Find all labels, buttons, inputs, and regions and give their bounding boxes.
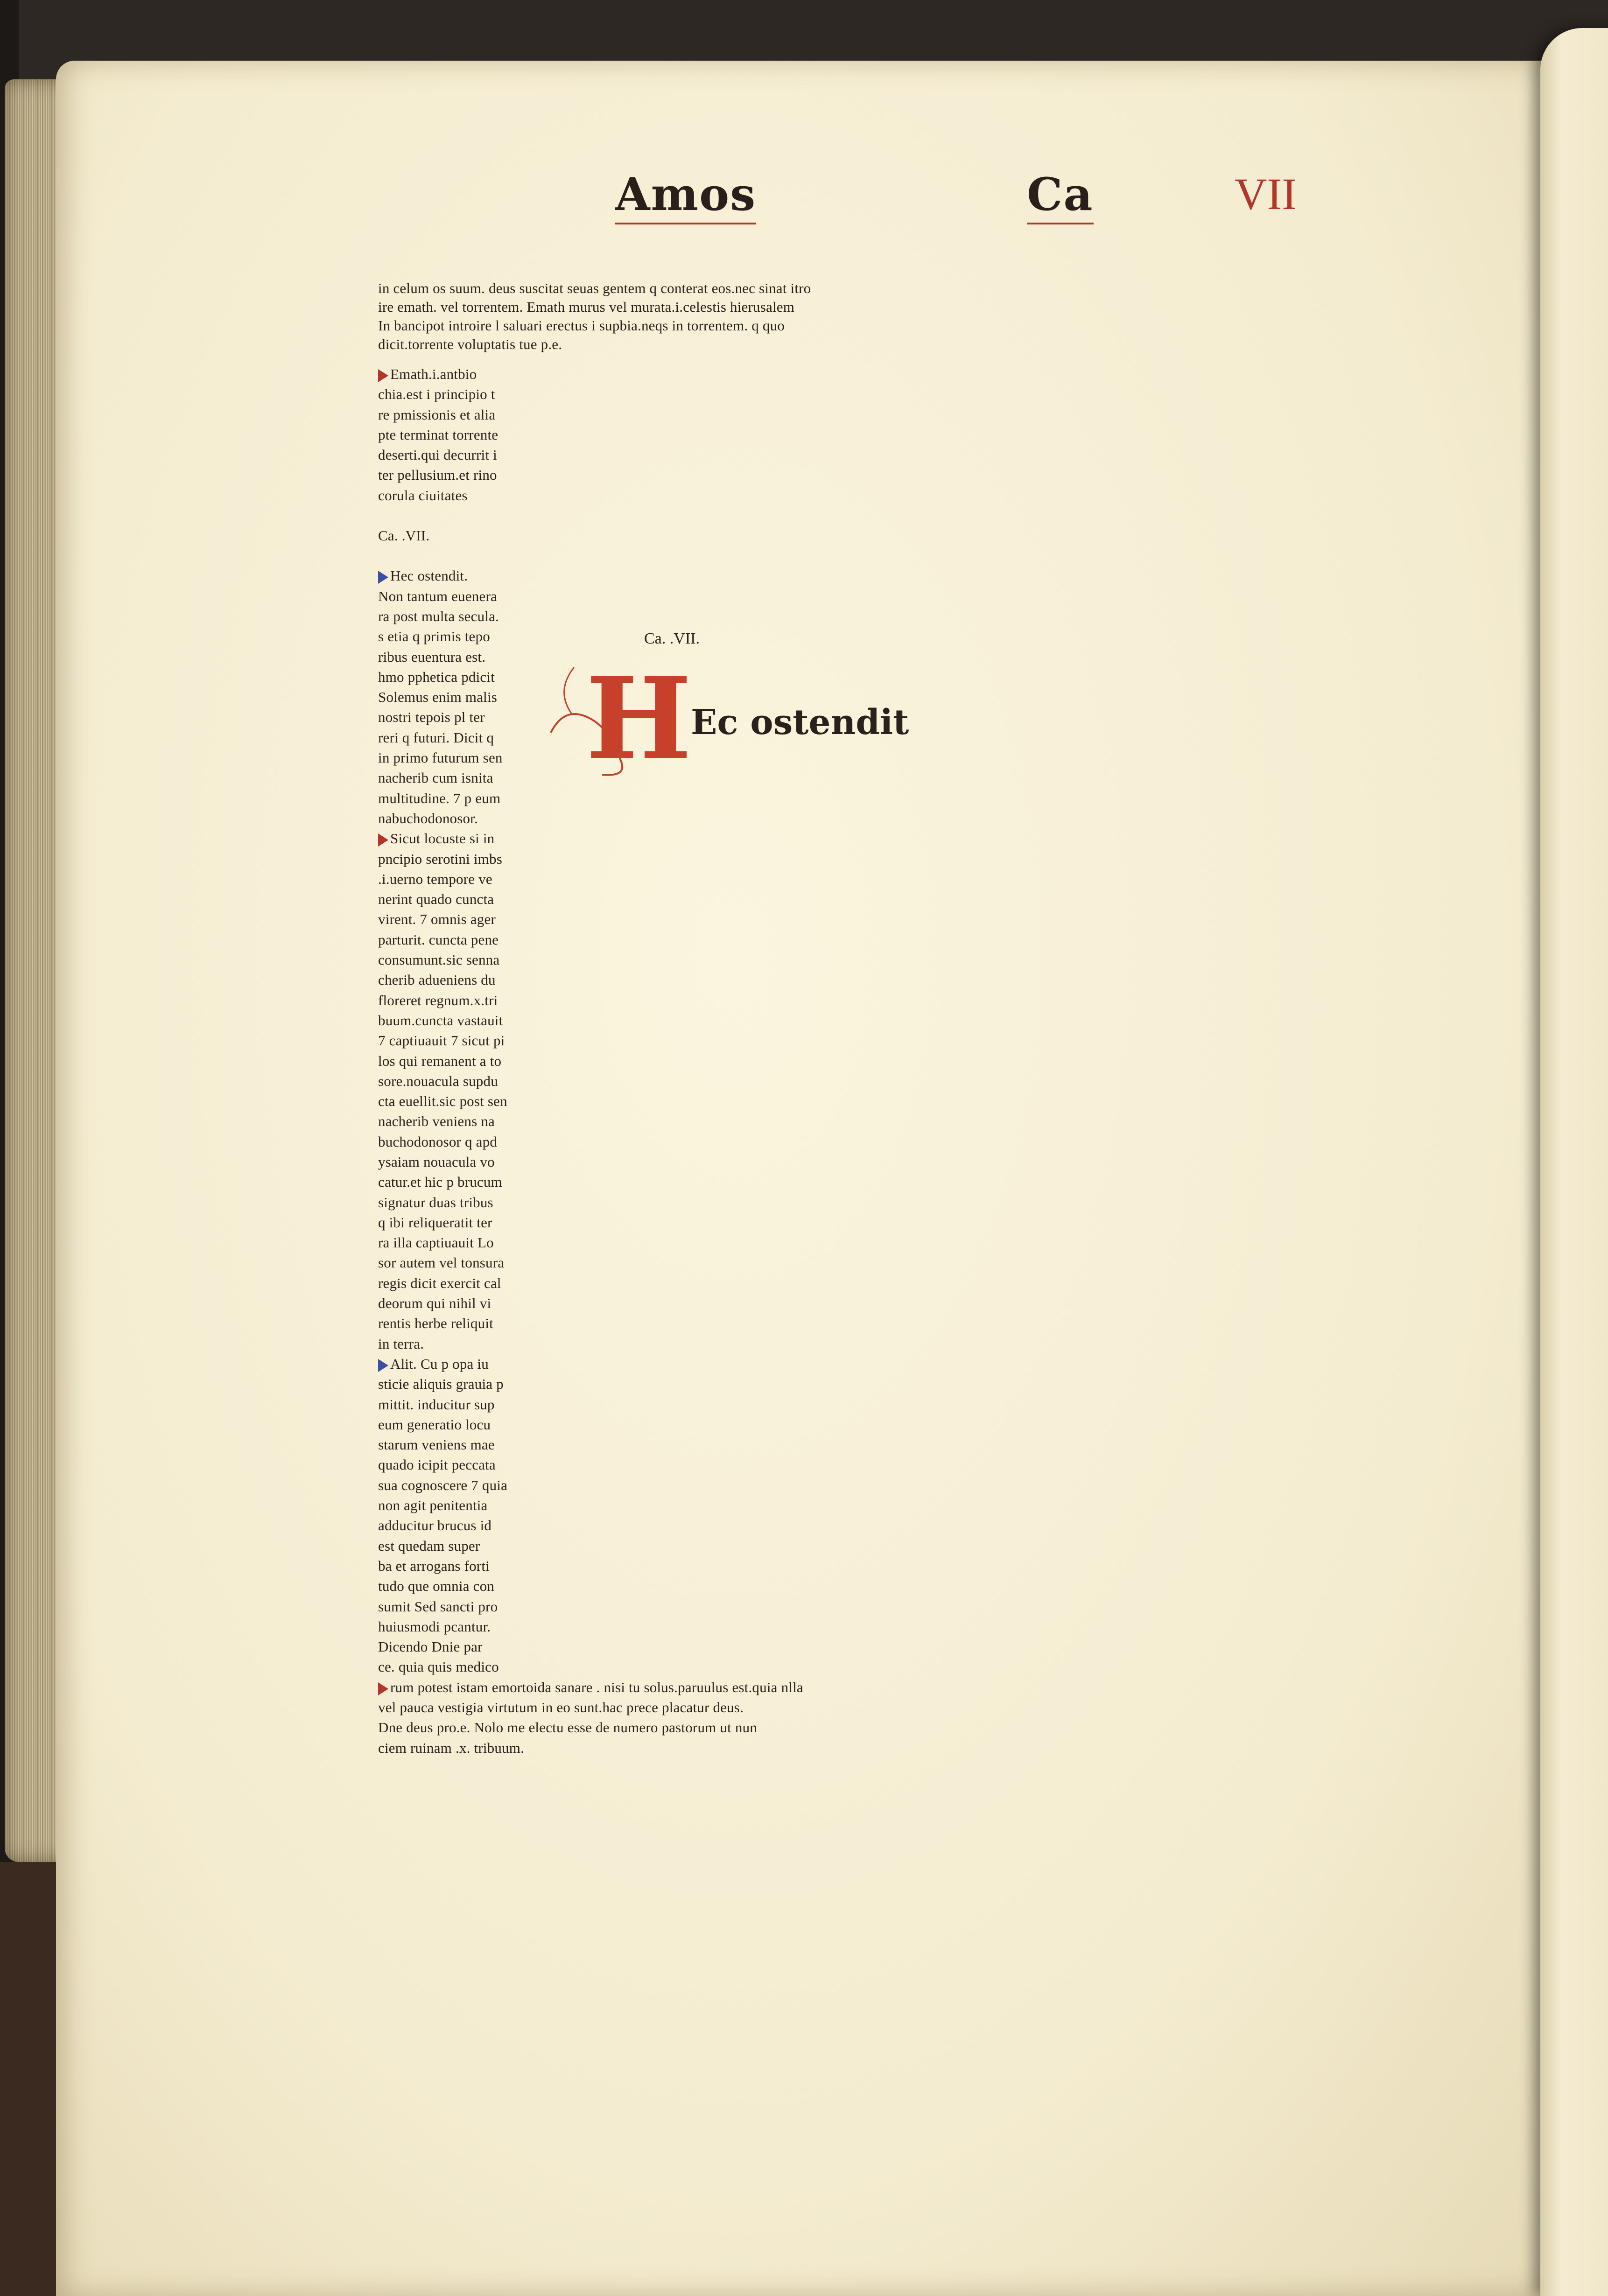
gloss-line-text: buum.cuncta vastauit — [378, 1012, 503, 1029]
gloss-line-text: re pmissionis et alia — [378, 406, 496, 423]
gloss-line — [378, 364, 803, 384]
gloss-line — [378, 1435, 803, 1455]
gloss-line — [378, 849, 803, 869]
gloss-line-text: adducitur brucus id — [378, 1517, 492, 1534]
gloss-line — [378, 586, 803, 606]
gloss-line-text: catur.et hic p brucum — [378, 1174, 502, 1190]
gloss-line-text: cta euellit.sic post sen — [378, 1093, 507, 1110]
gloss-line-text: pte terminat torrente — [378, 426, 499, 443]
running-head-chapter-label: Ca — [1027, 168, 1094, 224]
gloss-line — [378, 1192, 803, 1212]
gloss-line-text: tudo que omnia con — [378, 1578, 494, 1595]
gloss-line — [378, 1051, 803, 1071]
gloss-line-text: buchodonosor q apd — [378, 1133, 498, 1150]
gloss-line — [378, 505, 803, 525]
gloss-line-text: hmo pphetica pdicit — [378, 668, 495, 685]
gloss-line — [378, 1212, 803, 1232]
gloss-line — [378, 1475, 803, 1495]
paragraph-mark-icon — [378, 1682, 388, 1695]
gloss-line-text: Sicut locuste si in — [390, 830, 495, 847]
gloss-line — [378, 869, 803, 889]
gloss-line — [378, 445, 803, 465]
paragraph-mark-icon — [378, 571, 388, 584]
gloss-line — [378, 1091, 803, 1111]
gloss-line — [378, 546, 803, 566]
gloss-line-text: in celum os suum. deus suscitat seuas gentem q conterat eos.nec sinat itro — [378, 280, 811, 296]
gloss-line — [378, 1717, 803, 1737]
gloss-line — [378, 1536, 803, 1556]
gloss-line — [378, 1576, 803, 1596]
gloss-line — [378, 1313, 803, 1333]
gloss-line-text: nacherib cum isnita — [378, 770, 493, 786]
gloss-line-text: ysaiam nouacula vo — [378, 1153, 495, 1170]
gloss-line-text: rentis herbe reliquit — [378, 1315, 493, 1332]
gloss-line — [378, 1414, 803, 1435]
gloss-line-text: nacherib veniens na — [378, 1113, 495, 1130]
gloss-line — [378, 990, 803, 1010]
gloss-line-text: ter pellusium.et rino — [378, 467, 497, 483]
gloss-line-text: .i.uerno tempore ve — [378, 870, 492, 887]
gloss-line-text: sumit Sed sancti pro — [378, 1598, 498, 1615]
leather-binding — [0, 1862, 65, 2296]
gloss-line-text: signatur duas tribus — [378, 1194, 493, 1211]
gloss-line — [378, 1657, 803, 1677]
gloss-line — [378, 279, 811, 298]
gloss-line — [378, 405, 803, 425]
gloss-line — [378, 335, 811, 354]
gloss-line — [378, 1515, 803, 1535]
running-head-book: Amos — [615, 168, 756, 224]
gloss-line-text: nabuchodonosor. — [378, 810, 478, 826]
gloss-line — [378, 1273, 803, 1293]
gloss-line — [378, 384, 803, 404]
gloss-line-text: ce. quia quis medico — [378, 1659, 499, 1675]
gloss-line — [378, 1354, 803, 1374]
gloss-line — [378, 909, 803, 929]
gloss-line — [378, 566, 803, 586]
decorated-initial: H — [586, 653, 692, 784]
gloss-line-text: Dne deus pro.e. Nolo me electu esse de numero pastorum ut nun — [378, 1719, 757, 1736]
gloss-line-text: 7 captiuauit 7 sicut pi — [378, 1032, 505, 1049]
gloss-line-text: Non tantum euenera — [378, 588, 497, 604]
gloss-line — [378, 1030, 803, 1050]
gloss-line-text: nostri tepois pl ter — [378, 709, 485, 726]
gloss-line — [378, 1596, 803, 1617]
gloss-line — [378, 950, 803, 970]
gloss-line — [378, 1253, 803, 1273]
paragraph-mark-icon — [378, 1359, 388, 1372]
gloss-line-text: in primo futurum sen — [378, 749, 503, 766]
gloss-line — [378, 1374, 803, 1394]
gloss-line-text: ra illa captiuauit Lo — [378, 1234, 494, 1251]
gloss-line — [378, 1455, 803, 1475]
gloss-line-text: sore.nouacula supdu — [378, 1072, 498, 1089]
gloss-line-text: corula ciuitates — [378, 487, 468, 504]
gloss-line-text: sticie aliquis grauia p — [378, 1376, 504, 1393]
gloss-line — [378, 1617, 803, 1637]
gloss-line-text: sua cognoscere 7 quia — [378, 1477, 508, 1493]
paragraph-mark-icon — [378, 369, 388, 382]
gloss-line-text: mittit. inducitur sup — [378, 1396, 495, 1413]
gloss-line — [378, 1132, 803, 1152]
gloss-line — [378, 425, 803, 445]
gloss-line-text: nerint quado cuncta — [378, 891, 494, 908]
gloss-line-text: in terra. — [378, 1335, 424, 1352]
gloss-line-text: Solemus enim malis — [378, 689, 498, 706]
gloss-line — [378, 1738, 803, 1758]
gloss-line — [378, 525, 803, 546]
gloss-line-text: quado icipit peccata — [378, 1456, 496, 1473]
center-lead-text: Ec ostendit — [691, 702, 909, 742]
center-chapter-label: Ca. .VII. — [644, 630, 700, 647]
gloss-line-text: parturit. cuncta pene — [378, 931, 499, 948]
gloss-line-text: multitudine. 7 p eum — [378, 790, 501, 806]
gloss-line-text: deserti.qui decurrit i — [378, 447, 497, 463]
facing-page-text — [1571, 259, 1608, 1869]
gloss-line-text: est quedam super — [378, 1537, 480, 1554]
gloss-line — [378, 1556, 803, 1576]
gloss-line-text: consumunt.sic senna — [378, 952, 500, 968]
gloss-line-text: ba et arrogans forti — [378, 1557, 490, 1574]
gloss-line — [378, 1293, 803, 1313]
left-gloss-top — [378, 279, 811, 354]
gloss-line — [378, 970, 803, 990]
gloss-line-text: chia.est i principio t — [378, 386, 495, 403]
gloss-line-text: ra post multa secula. — [378, 608, 499, 624]
gloss-line-text: Emath.i.antbio — [390, 366, 477, 382]
gloss-line — [378, 606, 803, 626]
gloss-line-text: In bancipot introire l saluari erectus i supbia.neqs in torrentem. q quo — [378, 317, 785, 334]
gloss-line — [378, 1677, 803, 1697]
gloss-line — [378, 485, 803, 505]
gloss-line-text: s etia q primis tepo — [378, 628, 490, 645]
gloss-line-text: Ca. .VII. — [378, 527, 430, 544]
gloss-line — [378, 788, 803, 808]
gloss-line — [378, 808, 803, 828]
gloss-line-text: reri q futuri. Dicit q — [378, 729, 494, 746]
gloss-line-text: pncipio serotini imbs — [378, 850, 502, 867]
gloss-line-text: floreret regnum.x.tri — [378, 992, 498, 1008]
gloss-line-text: virent. 7 omnis ager — [378, 911, 496, 928]
gloss-line-text: Alit. Cu p opa iu — [390, 1355, 489, 1372]
gloss-line-text: starum veniens mae — [378, 1436, 495, 1453]
gloss-line — [378, 1152, 803, 1172]
gloss-line-text: eum generatio locu — [378, 1416, 491, 1433]
gloss-line-text: ribus euentura est. — [378, 648, 486, 665]
gloss-line — [378, 1111, 803, 1131]
gloss-line-text: dicit.torrente voluptatis tue p.e. — [378, 336, 562, 352]
gloss-line — [378, 1010, 803, 1030]
gloss-line — [378, 889, 803, 909]
gloss-line-text: Dicendo Dnie par — [378, 1638, 483, 1655]
gloss-line — [378, 1697, 803, 1717]
gloss-line-text: sor autem vel tonsura — [378, 1254, 505, 1271]
gloss-line-text: Hec ostendit. — [390, 567, 468, 584]
gloss-line-text: non agit penitentia — [378, 1497, 488, 1514]
gloss-line — [378, 1495, 803, 1515]
gloss-line-text: q ibi reliqueratit ter — [378, 1214, 492, 1231]
paragraph-mark-icon — [378, 833, 388, 847]
gloss-line — [378, 1232, 803, 1253]
manuscript-page — [56, 61, 1564, 2296]
gloss-line — [378, 1334, 803, 1354]
gloss-line — [378, 1172, 803, 1192]
gloss-line — [378, 1637, 803, 1657]
gloss-line-text: ciem ruinam .x. tribuum. — [378, 1739, 525, 1756]
gloss-line — [378, 465, 803, 485]
gloss-line — [378, 1394, 803, 1414]
left-gloss-column — [378, 364, 803, 1758]
gloss-line-text: cherib adueniens du — [378, 972, 496, 988]
gloss-line — [378, 298, 811, 316]
gloss-line — [378, 828, 803, 848]
gloss-line — [378, 930, 803, 950]
gloss-line-text: regis dicit exercit cal — [378, 1274, 501, 1291]
gloss-line-text: los qui remanent a to — [378, 1052, 502, 1069]
gloss-line-text: vel pauca vestigia virtutum in eo sunt.hac prece placatur deus. — [378, 1699, 744, 1715]
gloss-line — [378, 316, 811, 335]
gloss-line-text: rum potest istam emortoida sanare . nisi tu solus.paruulus est.quia nlla — [390, 1679, 803, 1695]
gloss-line-text: deorum qui nihil vi — [378, 1295, 492, 1312]
gloss-line — [378, 626, 803, 646]
gloss-line-text: ire emath. vel torrentem. Emath murus vel murata.i.celestis hierusalem — [378, 299, 795, 315]
gloss-line — [378, 1071, 803, 1091]
gloss-line-text: huiusmodi pcantur. — [378, 1618, 491, 1635]
running-head-chapter-number: VII — [1235, 169, 1297, 219]
